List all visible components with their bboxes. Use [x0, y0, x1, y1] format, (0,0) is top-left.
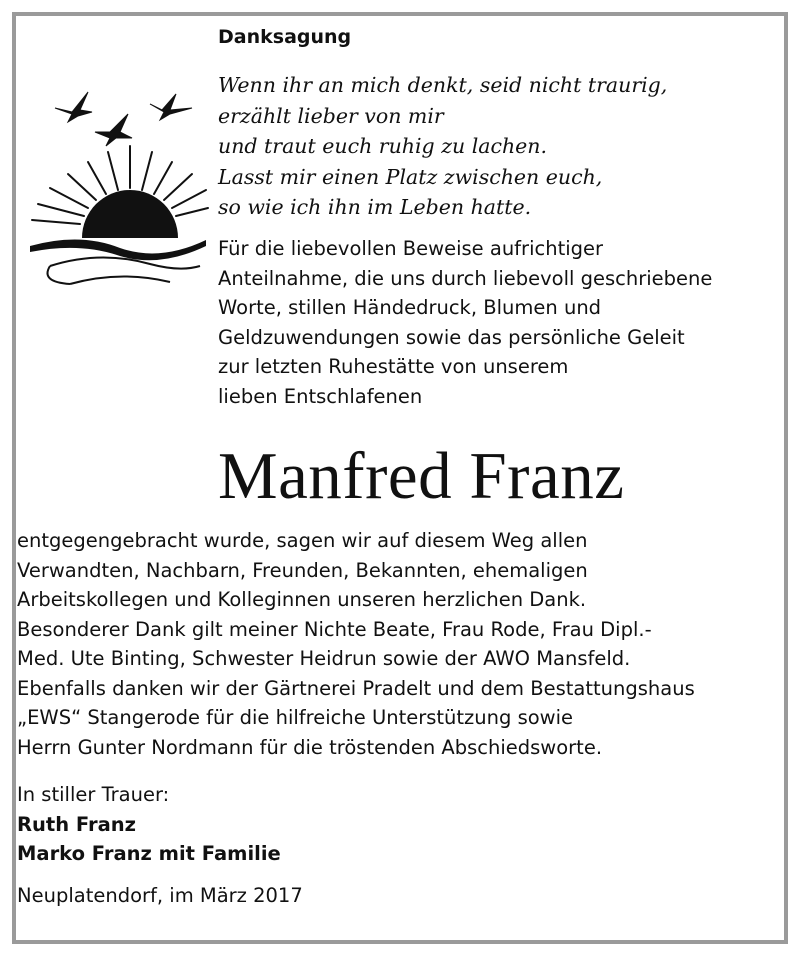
body-line: Arbeitskollegen und Kolleginnen unseren herzlichen Dank.: [17, 588, 587, 611]
intro-line: Worte, stillen Händedruck, Blumen und: [218, 296, 602, 319]
poem-line: Wenn ihr an mich denkt, seid nicht traurig,: [218, 73, 668, 97]
body-line: entgegengebracht wurde, sagen wir auf diesem Weg allen: [17, 529, 588, 552]
body-text: [17, 526, 695, 762]
bird-icon: [55, 92, 92, 122]
body-line: Besonderer Dank gilt meiner Nichte Beate, Frau Rode, Frau Dipl.-: [17, 617, 652, 641]
poem-line: Lasst mir einen Platz zwischen euch,: [218, 164, 603, 189]
body-line: Herrn Gunter Nordmann für die tröstenden Abschiedsworte.: [17, 735, 603, 759]
intro-line: Geldzuwendungen sowie das persönliche Geleit: [218, 325, 685, 349]
poem: [218, 70, 667, 223]
intro-line: Anteilnahme, die uns durch liebevoll geschriebene: [218, 266, 713, 290]
mourning-label: In stiller Trauer:: [17, 783, 170, 806]
place-date: Neuplatendorf, im März 2017: [17, 884, 303, 907]
body-line: „EWS“ Stangerode für die hilfreiche Unterstützung sowie: [17, 706, 574, 729]
mourner-name: Marko Franz mit Familie: [17, 842, 281, 865]
notice-heading: Danksagung: [218, 26, 352, 48]
mourner-name: Ruth Franz: [17, 812, 136, 836]
intro-line: lieben Entschlafenen: [218, 384, 423, 408]
body-line: Verwandten, Nachbarn, Freunden, Bekannten, ehemaligen: [17, 558, 588, 582]
intro-line: zur letzten Ruhestätte von unserem: [218, 355, 569, 378]
poem-line: und traut euch ruhig zu lachen.: [218, 134, 548, 158]
body-line: Ebenfalls danken wir der Gärtnerei Pradelt und dem Bestattungshaus: [17, 676, 695, 700]
poem-line: so wie ich ihn im Leben hatte.: [218, 195, 532, 219]
mourning-section: [17, 780, 281, 869]
bird-icon: [95, 114, 132, 146]
bird-icon: [150, 94, 192, 120]
sunset-birds-icon: [10, 70, 210, 300]
body-line: Med. Ute Binting, Schwester Heidrun sowie der AWO Mansfeld.: [17, 647, 631, 670]
poem-line: erzählt lieber von mir: [218, 103, 444, 128]
intro-text: [218, 234, 712, 411]
intro-line: Für die liebevollen Beweise aufrichtiger: [218, 237, 604, 260]
deceased-name: Manfred Franz: [218, 439, 625, 513]
